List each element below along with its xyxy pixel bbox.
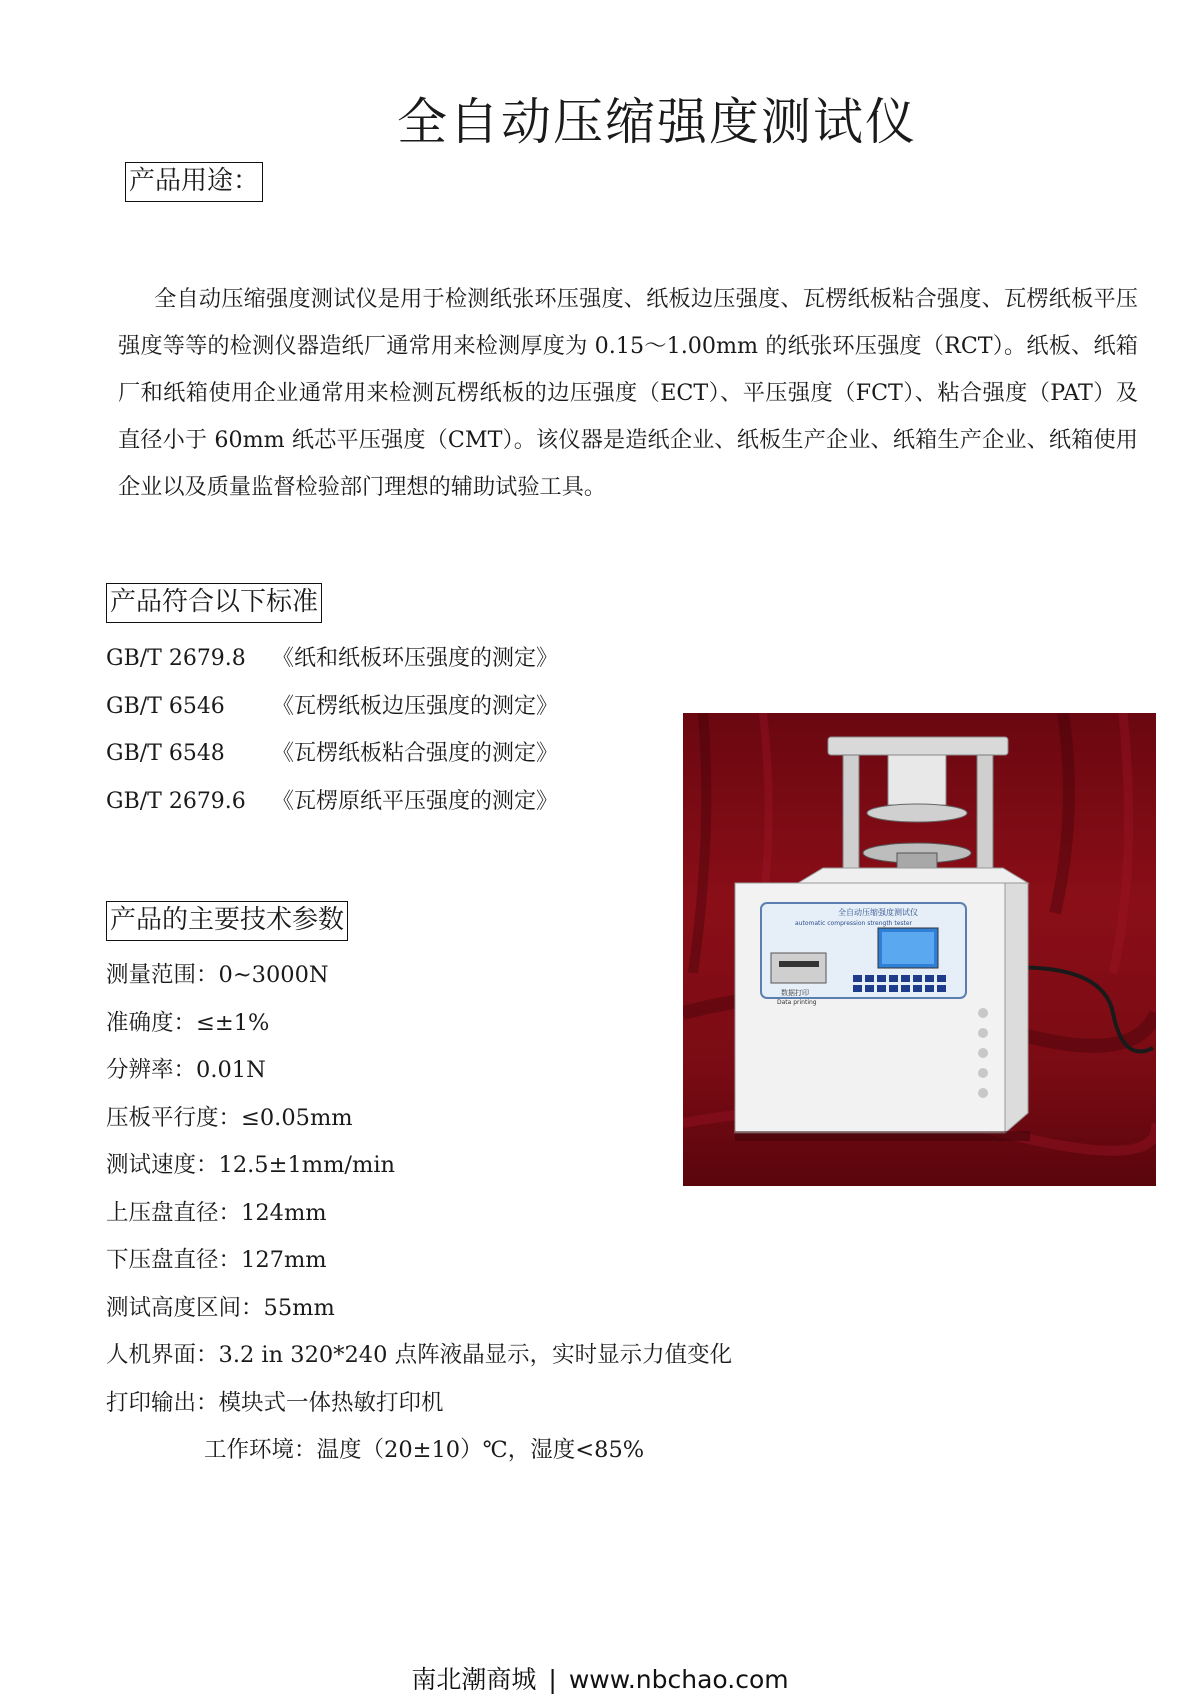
lcd-display [882,932,934,964]
param-resolution: 分辨率：0.01N [106,1057,266,1083]
standard-code: GB/T 6546 [106,693,225,719]
panel-label: 全自动压缩强度测试仪 [838,908,918,917]
print-sublabel: Data printing [777,999,817,1006]
footer-site-name: 南北潮商城 [411,1665,537,1694]
panel-sublabel: automatic compression strength tester [795,920,913,927]
print-label: 数据打印 [781,989,809,997]
footer-url[interactable]: www.nbchao.com [568,1665,789,1694]
param-measure-range: 测量范围：0~3000N [106,962,329,988]
standard-item [106,689,558,737]
description-text: 全自动压缩强度测试仪是用于检测纸张环压强度、纸板边压强度、瓦楞纸板粘合强度、瓦楞纸板平压强度等等的检测仪器造纸厂通常用来检测厚度为 0.15～1.00mm 的纸张环压强度（RCT）。纸板、纸箱厂和纸箱使用企业通常用来检测瓦楞纸板的边压强度（ECT）、平压强度（FCT）、粘合强度（PAT）及直径小于 60mm 纸芯平压强度（CMT）。该仪器是造纸企业、纸板生产企业、纸箱生产企业、纸箱使用企业以及质量监督检验部门理想的辅助试验工具。 [118,286,1138,500]
base-shadow [735,1131,1030,1141]
param-hmi: 人机界面：3.2 in 320*240 点阵液晶显示，实时显示力值变化 [106,1342,733,1368]
usage-heading: 产品用途： [125,162,263,202]
param-accuracy: 准确度：≤±1% [106,1009,270,1036]
standard-item [106,784,558,832]
left-column [843,755,859,883]
standard-name: 《瓦楞纸板边压强度的测定》 [272,693,559,719]
load-cell [888,755,946,805]
product-photo [683,713,1156,1186]
printer-slot [771,953,826,983]
top-plate [828,737,1008,755]
standard-name: 《瓦楞纸板粘合强度的测定》 [272,741,559,766]
standards-heading: 产品符合以下标准 [106,583,322,623]
standard-item [106,736,558,784]
param-platen-parallelism: 压板平行度：≤0.05mm [106,1104,353,1131]
param-lower-platen-diameter: 下压盘直径：127mm [106,1247,327,1273]
standard-name: 《瓦楞原纸平压强度的测定》 [272,788,559,814]
tester-machine-illustration [683,713,1156,1186]
parameters-heading: 产品的主要技术参数 [106,901,348,941]
standards-list [106,641,558,831]
page-title-text: 全自动压缩强度测试仪 [397,93,917,151]
standard-code: GB/T 2679.6 [106,788,246,814]
printer-opening [779,961,819,967]
page-title [0,82,1200,154]
footer-separator: | [548,1665,557,1694]
upper-platen [867,804,967,822]
footer [0,1660,1200,1696]
standard-code: GB/T 6548 [106,741,225,766]
param-upper-platen-diameter: 上压盘直径：124mm [106,1199,327,1226]
standard-item [106,641,558,689]
machine-top [798,868,1028,883]
right-column [977,755,993,883]
machine-side [1005,883,1028,1133]
description-paragraph [118,276,1138,511]
parameters-list [106,955,732,1478]
param-environment: 工作环境：温度（20±10）℃，湿度<85% [204,1437,645,1463]
standard-name: 《纸和纸板环压强度的测定》 [272,646,559,671]
standard-code: GB/T 2679.8 [106,646,246,671]
param-test-height: 测试高度区间：55mm [106,1294,335,1321]
param-test-speed: 测试速度：12.5±1mm/min [106,1152,396,1178]
param-print-output: 打印输出：模块式一体热敏打印机 [106,1389,444,1416]
